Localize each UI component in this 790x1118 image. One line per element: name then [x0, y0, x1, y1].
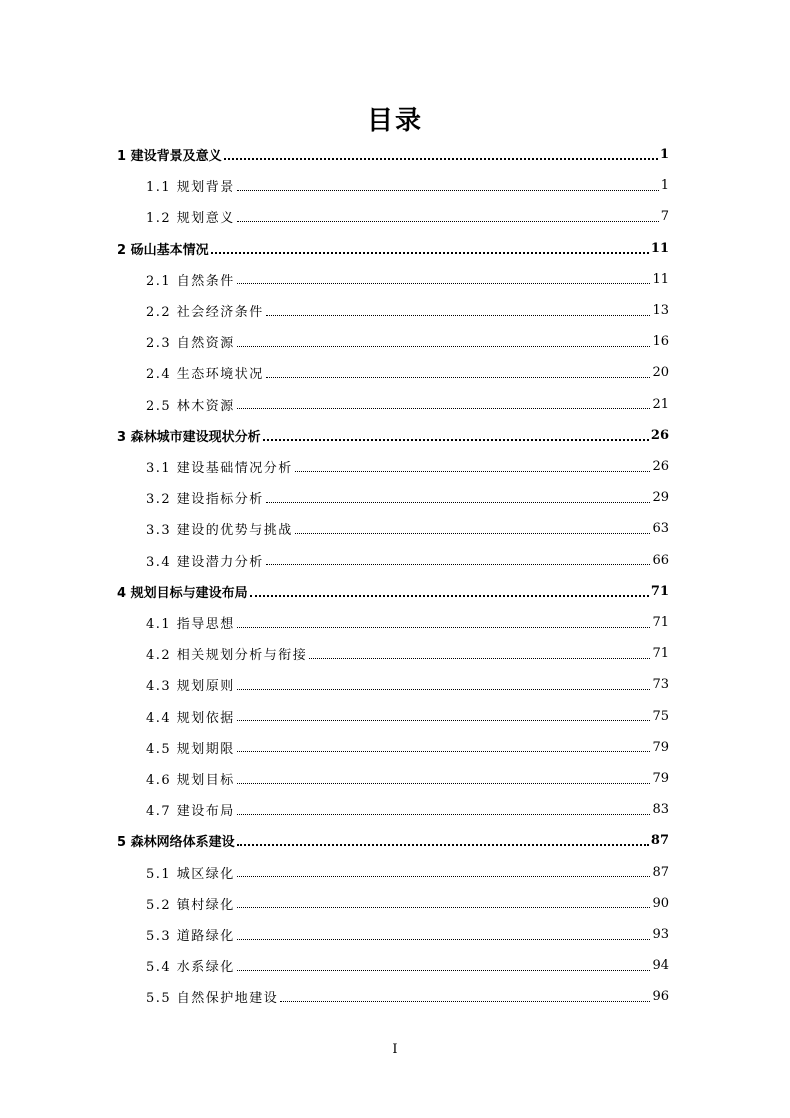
toc-chapter-entry[interactable]: [117, 139, 669, 170]
toc-entry-label: 5.3 道路绿化: [146, 929, 235, 944]
toc-entry-label: 4.6 规划目标: [146, 773, 235, 788]
toc-entry-page-number: 73: [652, 677, 669, 693]
toc-entry-page-number: 13: [652, 303, 669, 318]
toc-entry-label: 3 森林城市建设现状分析: [117, 429, 261, 445]
toc-section-entry[interactable]: [146, 607, 669, 638]
dot-leader: [266, 501, 651, 503]
toc-entry-page-number: 94: [652, 958, 669, 974]
toc-entry-label: 2.3 自然资源: [146, 336, 235, 352]
toc-chapter-entry[interactable]: [117, 576, 669, 607]
dot-leader: [237, 938, 651, 940]
toc-entry-page-number: 87: [652, 864, 669, 880]
toc-entry-page-number: 11: [652, 271, 669, 287]
dot-leader: [237, 626, 651, 628]
toc-entry-label: 4.7 建设布局: [146, 804, 235, 820]
toc-entry-label: 5 森林网络体系建设: [117, 835, 235, 851]
toc-entry-label: 2 砀山基本情况: [117, 242, 209, 258]
dot-leader: [266, 314, 651, 316]
toc-section-entry[interactable]: [146, 888, 669, 919]
toc-chapter-entry[interactable]: [117, 420, 669, 451]
dot-leader: [309, 657, 650, 659]
toc-entry-label: 3.1 建设基础情况分析: [146, 461, 293, 476]
toc-entry-page-number: 20: [652, 365, 669, 381]
toc-entry-page-number: 66: [652, 552, 669, 568]
toc-entry-page-number: 93: [652, 927, 669, 942]
dot-leader: [224, 157, 658, 160]
dot-leader: [237, 782, 651, 784]
toc-entry-label: 4.1 指导思想: [146, 617, 235, 632]
dot-leader: [237, 843, 649, 846]
dot-leader: [237, 345, 651, 347]
toc-section-entry[interactable]: [146, 389, 669, 420]
toc-section-entry[interactable]: [146, 950, 669, 981]
toc-entry-page-number: 79: [652, 771, 669, 786]
dot-leader: [237, 719, 651, 721]
dot-leader: [295, 470, 651, 472]
toc-section-entry[interactable]: [146, 295, 669, 326]
toc-entry-page-number: 90: [652, 895, 669, 911]
toc-section-entry[interactable]: [146, 981, 669, 1012]
toc-entry-page-number: 1: [660, 178, 669, 194]
dot-leader: [250, 594, 649, 597]
toc-entry-page-number: 63: [652, 521, 669, 537]
toc-section-entry[interactable]: [146, 794, 669, 825]
toc-entry-page-number: 79: [652, 739, 669, 755]
toc-section-entry[interactable]: [146, 326, 669, 357]
dot-leader: [237, 189, 659, 191]
toc-entry-page-number: 71: [652, 615, 669, 630]
dot-leader: [237, 875, 651, 877]
toc-section-entry[interactable]: [146, 732, 669, 763]
toc-entry-label: 3.3 建设的优势与挑战: [146, 523, 293, 539]
toc-entry-page-number: 7: [660, 209, 669, 225]
toc-section-entry[interactable]: [146, 264, 669, 295]
toc-title: 目录: [366, 106, 423, 136]
toc-entry-label: 5.1 城区绿化: [146, 866, 235, 882]
dot-leader: [237, 282, 651, 284]
toc-entry-label: 3.2 建设指标分析: [146, 492, 264, 508]
toc-entry-page-number: 75: [652, 708, 669, 724]
toc-entry-page-number: 96: [652, 989, 669, 1005]
toc-section-entry[interactable]: [146, 545, 669, 576]
dot-leader: [266, 563, 651, 565]
toc-entry-page-number: 71: [652, 646, 669, 662]
toc-entry-label: 2.1 自然条件: [146, 273, 235, 289]
toc-entry-label: 2.2 社会经济条件: [146, 305, 264, 320]
toc-entry-page-number: 26: [650, 427, 669, 443]
dot-leader: [263, 438, 649, 441]
toc-entry-label: 5.4 水系绿化: [146, 960, 235, 976]
dot-leader: [237, 220, 659, 222]
toc-chapter-entry[interactable]: [117, 825, 669, 856]
toc-section-entry[interactable]: [146, 201, 669, 232]
dot-leader: [280, 1000, 650, 1002]
toc-entry-label: 3.4 建设潜力分析: [146, 554, 264, 570]
toc-entry-page-number: 1: [659, 147, 669, 162]
toc-entry-label: 2.5 林木资源: [146, 398, 235, 414]
toc-section-entry[interactable]: [146, 763, 669, 794]
toc-entry-page-number: 71: [650, 583, 669, 599]
toc-section-entry[interactable]: [146, 857, 669, 888]
dot-leader: [211, 251, 649, 254]
dot-leader: [237, 750, 651, 752]
toc-entry-page-number: 87: [650, 833, 669, 849]
toc-entry-label: 1.2 规划意义: [146, 211, 235, 227]
toc-entry-page-number: 26: [652, 459, 669, 474]
toc-entry-label: 5.5 自然保护地建设: [146, 991, 279, 1007]
toc-section-entry[interactable]: [146, 669, 669, 700]
toc-section-entry[interactable]: [146, 638, 669, 669]
dot-leader: [237, 906, 651, 908]
toc-entry-label: 4 规划目标与建设布局: [117, 585, 248, 601]
toc-chapter-entry[interactable]: [117, 233, 669, 264]
toc-entry-page-number: 11: [650, 240, 669, 256]
dot-leader: [266, 376, 651, 378]
toc-section-entry[interactable]: [146, 451, 669, 482]
toc-entry-page-number: 29: [652, 490, 669, 506]
dot-leader: [237, 688, 651, 690]
toc-entry-label: 4.3 规划原则: [146, 679, 235, 695]
toc-entry-label: 1.1 规划背景: [146, 180, 235, 196]
dot-leader: [237, 813, 651, 815]
dot-leader: [237, 969, 651, 971]
toc-entry-label: 4.2 相关规划分析与衔接: [146, 648, 308, 664]
toc-entry-label: 4.5 规划期限: [146, 741, 235, 757]
toc-section-entry[interactable]: [146, 513, 669, 544]
dot-leader: [295, 532, 651, 534]
toc-section-entry[interactable]: [146, 482, 669, 513]
toc-entry-label: 2.4 生态环境状况: [146, 367, 264, 383]
toc-entry-page-number: 83: [652, 802, 669, 818]
toc-section-entry[interactable]: [146, 701, 669, 732]
toc-entry-label: 1 建设背景及意义: [117, 149, 222, 164]
toc-entry-page-number: 16: [652, 334, 669, 350]
page-footer-number: I: [392, 1042, 398, 1057]
toc-entry-label: 5.2 镇村绿化: [146, 897, 235, 913]
toc-section-entry[interactable]: [146, 919, 669, 950]
toc-section-entry[interactable]: [146, 357, 669, 388]
dot-leader: [237, 407, 651, 409]
toc-entry-label: 4.4 规划依据: [146, 710, 235, 726]
toc-section-entry[interactable]: [146, 170, 669, 201]
toc-entry-page-number: 21: [652, 396, 669, 412]
